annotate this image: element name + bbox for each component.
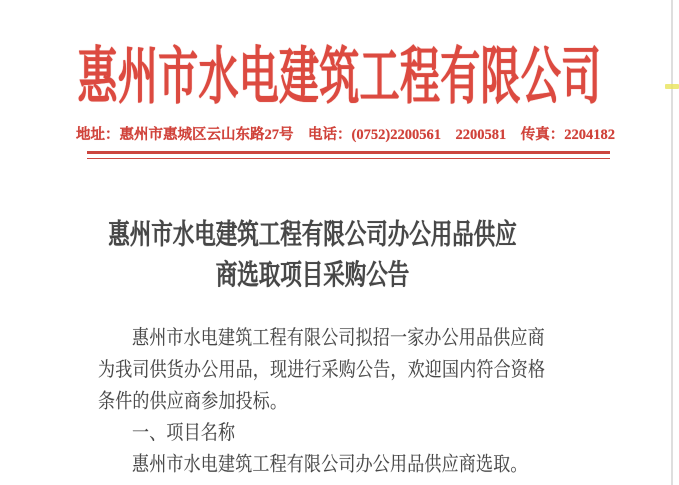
company-name-heading: 惠州市水电建筑工程有限公司 <box>77 41 602 112</box>
document-title-line-2: 商选取项目采购公告 <box>215 258 410 291</box>
body-text-block <box>98 322 568 480</box>
paragraph-line: 条件的供应商参加投标。 <box>98 389 288 413</box>
section-heading: 一、项目名称 <box>132 421 236 444</box>
document-title <box>0 215 625 295</box>
letterhead-double-rule <box>87 151 610 159</box>
letterhead-contact-line: 地址：惠州市惠城区云山东路27号 电话：(0752)2200561 2200581 传真：2204182 <box>76 127 615 143</box>
paragraph-line: 惠州市水电建筑工程有限公司拟招一家办公用品供应商 <box>132 326 545 349</box>
paragraph-line: 为我司供货办公用品，现进行采购公告，欢迎国内符合资格 <box>98 358 546 381</box>
section-text: 惠州市水电建筑工程有限公司办公用品供应商选取。 <box>132 453 528 476</box>
scan-edge-line <box>671 0 673 485</box>
document-title-line-1: 惠州市水电建筑工程有限公司办公用品供应 <box>108 218 517 251</box>
yellow-scan-mark <box>665 84 679 89</box>
